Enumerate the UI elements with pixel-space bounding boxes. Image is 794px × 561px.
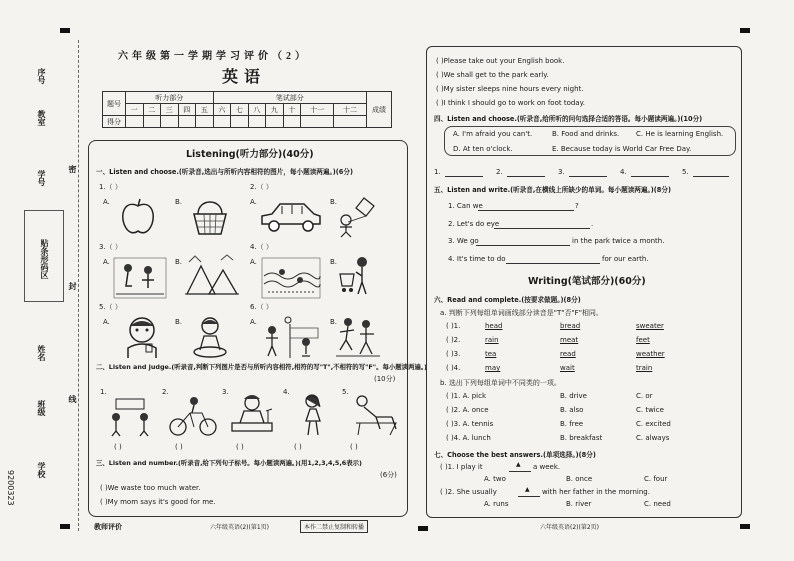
number-line-2: ( )My mom says it's good for me. [100, 498, 216, 506]
sentence-3: ( )My sister sleeps nine hours every night. [436, 85, 584, 93]
basket-icon [188, 194, 232, 238]
choice-row: B. drive [560, 392, 587, 400]
registration-mark [740, 28, 750, 33]
choice-option: C. need [644, 500, 671, 508]
choice-row: C. or [636, 392, 653, 400]
cell-num: 八 [248, 104, 266, 116]
word: train [636, 364, 653, 372]
section-2-points: (10分) [374, 375, 396, 383]
blank-label: 4. [620, 168, 627, 176]
choice-q1: ( )1. I play it [440, 463, 483, 471]
exam-title: 六年级第一学期学习评价（2） [118, 51, 309, 62]
seal-feng: 封 [68, 282, 77, 290]
sentence-1: ( )Please take out your English book. [436, 57, 565, 65]
word: rain [485, 336, 499, 344]
choice-option: C. four [644, 475, 668, 483]
barcode-area [24, 210, 64, 302]
option-letter: A. [103, 198, 110, 206]
choice-q2-blank[interactable] [518, 496, 540, 497]
cell-num: 五 [196, 104, 214, 116]
word: wait [560, 364, 575, 372]
row-number: ( )3. [446, 350, 461, 358]
cell-num: 六 [213, 104, 231, 116]
option-b: B. Food and drinks. [552, 130, 620, 138]
answer-blank[interactable] [631, 176, 669, 177]
section-3-points: (6分) [380, 471, 397, 479]
choice-row: C. twice [636, 406, 664, 414]
option-letter: A. [103, 258, 110, 266]
write-2-blank[interactable] [494, 228, 590, 229]
answer-blank[interactable] [693, 176, 729, 177]
seal-mi: 密 [68, 165, 77, 173]
choice-option: B. river [566, 500, 592, 508]
option-letter: B. [330, 198, 338, 206]
q6-label: 6.（ ） [250, 303, 273, 311]
blank-marker-icon: ▲ [525, 486, 530, 493]
option-letter: B. [175, 198, 183, 206]
write-3-suffix: in the park twice a month. [572, 237, 665, 245]
label-xuhao: 序号 [37, 68, 46, 84]
word: bread [560, 322, 581, 330]
cell-num: 二 [143, 104, 161, 116]
park-people-icon [104, 395, 158, 437]
blank-marker-icon: ▲ [516, 461, 521, 468]
label-jiaoshi: 教室 [37, 110, 46, 126]
cell-num: 十二 [334, 104, 367, 116]
write-3-prefix: 3. We go [448, 237, 479, 245]
blank-label: 3. [558, 168, 565, 176]
choice-q1-suffix: a week. [533, 463, 561, 471]
registration-mark [418, 526, 428, 531]
word: tea [485, 350, 497, 358]
section-2-title: 二、Listen and judge.(听录音,判断下列图片是否与所听内容相符,相符的写"T",不相符的写"F"。每小题读两遍。) [96, 363, 427, 371]
q2-label: 2.（ ） [250, 183, 273, 191]
judge-num: 3. [222, 388, 229, 396]
apple-icon [118, 196, 158, 236]
option-e: E. Because today is World Car Free Day. [552, 145, 692, 153]
choice-row: ( )1. A. pick [446, 392, 486, 400]
row-number: ( )4. [446, 364, 461, 372]
word: feet [636, 336, 650, 344]
answer-blank[interactable] [507, 176, 545, 177]
section-5-title: 五、Listen and write.(听录音,在横线上所缺少的单词。每小题读两遍。)(8分) [434, 186, 671, 194]
cell-tihao: 题号 [103, 92, 126, 116]
label-xuehao: 学号 [37, 170, 46, 186]
answer-blank[interactable] [569, 176, 607, 177]
answer-bracket[interactable]: ( ) [350, 443, 358, 451]
cell-written: 笔试部分 [213, 92, 366, 104]
row-number: ( )2. [446, 336, 461, 344]
choice-row: ( )4. A. lunch [446, 434, 491, 442]
section-6b-instruction: b. 选出下列每组单词中不同类的一项。 [440, 379, 561, 387]
option-letter: A. [250, 258, 257, 266]
write-2-prefix: 2. Let's do eye [448, 220, 500, 228]
blank-label: 2. [496, 168, 503, 176]
write-3-blank[interactable] [476, 245, 570, 246]
option-c: C. He is learning English. [636, 130, 724, 138]
boy-eating-icon [120, 314, 164, 360]
choice-row: B. breakfast [560, 434, 603, 442]
write-1-blank[interactable] [478, 210, 574, 211]
section-3-title: 三、Listen and number.(听录音,给下列句子标号。每小题读两遍。)(用1,2,3,4,5,6表示) [96, 459, 362, 467]
word: weather [636, 350, 665, 358]
teacher-desk-icon [228, 393, 276, 437]
option-letter: B. [175, 258, 183, 266]
option-letter: A. [250, 198, 257, 206]
page-footer-1: 六年级英语(2)(第1页) [210, 524, 269, 531]
choice-row: B. also [560, 406, 584, 414]
word: may [485, 364, 501, 372]
cell-num: 一 [126, 104, 144, 116]
cell-listen: 听力部分 [126, 92, 214, 104]
q3-label: 3.（ ） [99, 243, 122, 251]
binding-strip [0, 0, 80, 561]
answer-bracket[interactable]: ( ) [114, 443, 122, 451]
choice-q2: ( )2. She usually [440, 488, 497, 496]
option-letter: A. [103, 318, 110, 326]
write-4-blank[interactable] [506, 263, 600, 264]
car-icon [258, 198, 324, 236]
cell-num: 十 [283, 104, 301, 116]
option-letter: B. [330, 318, 338, 326]
option-letter: B. [330, 258, 338, 266]
section-6-title: 六、Read and complete.(按要求做题。)(8分) [434, 296, 581, 304]
word: meat [560, 336, 579, 344]
cell-num: 十一 [301, 104, 334, 116]
label-banji: 班级 [37, 400, 46, 416]
blank-label: 1. [434, 168, 441, 176]
seal-xian: 线 [68, 395, 77, 403]
word: read [560, 350, 576, 358]
cell-num: 三 [161, 104, 179, 116]
word: sweater [636, 322, 664, 330]
listening-heading: Listening(听力部分)(40分) [186, 149, 314, 160]
option-letter: A. [250, 318, 257, 326]
q5-label: 5.（ ） [99, 303, 122, 311]
write-1-suffix: ? [575, 202, 579, 210]
option-letter: B. [175, 318, 183, 326]
copy-warning: 本作二禁止复制和转播 [300, 520, 368, 533]
cell-num: 九 [266, 104, 284, 116]
paper-code: 9200323 [6, 470, 15, 506]
camping-tents-icon [183, 254, 241, 300]
write-2-suffix: . [591, 220, 594, 228]
section-1-title: 一、Listen and choose.(听录音,选出与所听内容相符的图片，每小题读两遍。)(6分) [96, 168, 354, 176]
people-running-icon [334, 312, 382, 360]
subject-title: 英语 [222, 69, 267, 86]
girl-walking-icon [296, 393, 328, 437]
section-7-title: 七、Choose the best answers.(单项选择。)(8分) [434, 451, 596, 459]
shopping-cart-icon [336, 254, 376, 300]
choice-option: A. two [484, 475, 506, 483]
writing-heading: Writing(笔试部分)(60分) [528, 276, 646, 287]
q1-label: 1.（ ） [99, 183, 122, 191]
judge-num: 4. [283, 388, 290, 396]
judge-num: 2. [162, 388, 169, 396]
cell-num: 七 [231, 104, 249, 116]
cell-chengji: 成绩 [367, 92, 392, 128]
cell-num: 四 [178, 104, 196, 116]
option-d: D. At ten o'clock. [453, 145, 513, 153]
choice-row: C. excited [636, 420, 671, 428]
answer-bracket[interactable]: ( ) [294, 443, 302, 451]
judge-num: 1. [100, 388, 107, 396]
answer-bracket[interactable]: ( ) [236, 443, 244, 451]
cut-line [78, 40, 79, 531]
choice-row: C. always [636, 434, 670, 442]
label-xuexiao: 学校 [37, 462, 46, 478]
volleyball-icon [258, 314, 322, 360]
option-a: A. I'm afraid you can't. [453, 130, 533, 138]
judge-num: 5. [342, 388, 349, 396]
sea-swimming-icon [260, 254, 322, 300]
number-line-1: ( )We waste too much water. [100, 484, 201, 492]
write-4-prefix: 4. It's time to do [448, 255, 506, 263]
answer-blank[interactable] [445, 176, 483, 177]
choice-option: B. once [566, 475, 593, 483]
choice-row: ( )2. A. once [446, 406, 489, 414]
answer-bracket[interactable]: ( ) [175, 443, 183, 451]
score-table [102, 91, 392, 128]
girl-washing-icon [188, 314, 232, 360]
sentence-4: ( )I think I should go to work on foot today. [436, 99, 585, 107]
teacher-evaluation: 教师评价 [94, 523, 122, 531]
registration-mark [740, 524, 750, 529]
label-xingming: 姓名 [37, 345, 46, 361]
row-number: ( )1. [446, 322, 461, 330]
cycling-icon [168, 395, 218, 437]
choice-option: A. runs [484, 500, 509, 508]
q4-label: 4.（ ） [250, 243, 273, 251]
page-footer-2: 六年级英语(2)(第2页) [540, 524, 599, 531]
barcode-label: 贴条形码区 [40, 239, 49, 279]
man-relaxing-icon [350, 393, 400, 437]
blank-label: 5. [682, 168, 689, 176]
sentence-2: ( )We shall get to the park early. [436, 71, 549, 79]
kite-girl-icon [334, 196, 380, 238]
word: head [485, 322, 503, 330]
choice-q2-suffix: with her father in the morning. [542, 488, 650, 496]
people-picnic-icon [112, 254, 168, 300]
section-4-title: 四、Listen and choose.(听录音,给所听的问句选择合适的答语。每小题读两遍。)(10分) [434, 115, 703, 123]
section-6a-instruction: a. 判断下列每组单词画线部分读音是"T"否"F"相同。 [440, 309, 603, 317]
write-1-prefix: 1. Can we [448, 202, 483, 210]
choice-q1-blank[interactable] [509, 471, 531, 472]
choice-row: B. free [560, 420, 584, 428]
write-4-suffix: for our earth. [602, 255, 649, 263]
cell-defen: 得分 [103, 116, 126, 128]
choice-row: ( )3. A. tennis [446, 420, 494, 428]
